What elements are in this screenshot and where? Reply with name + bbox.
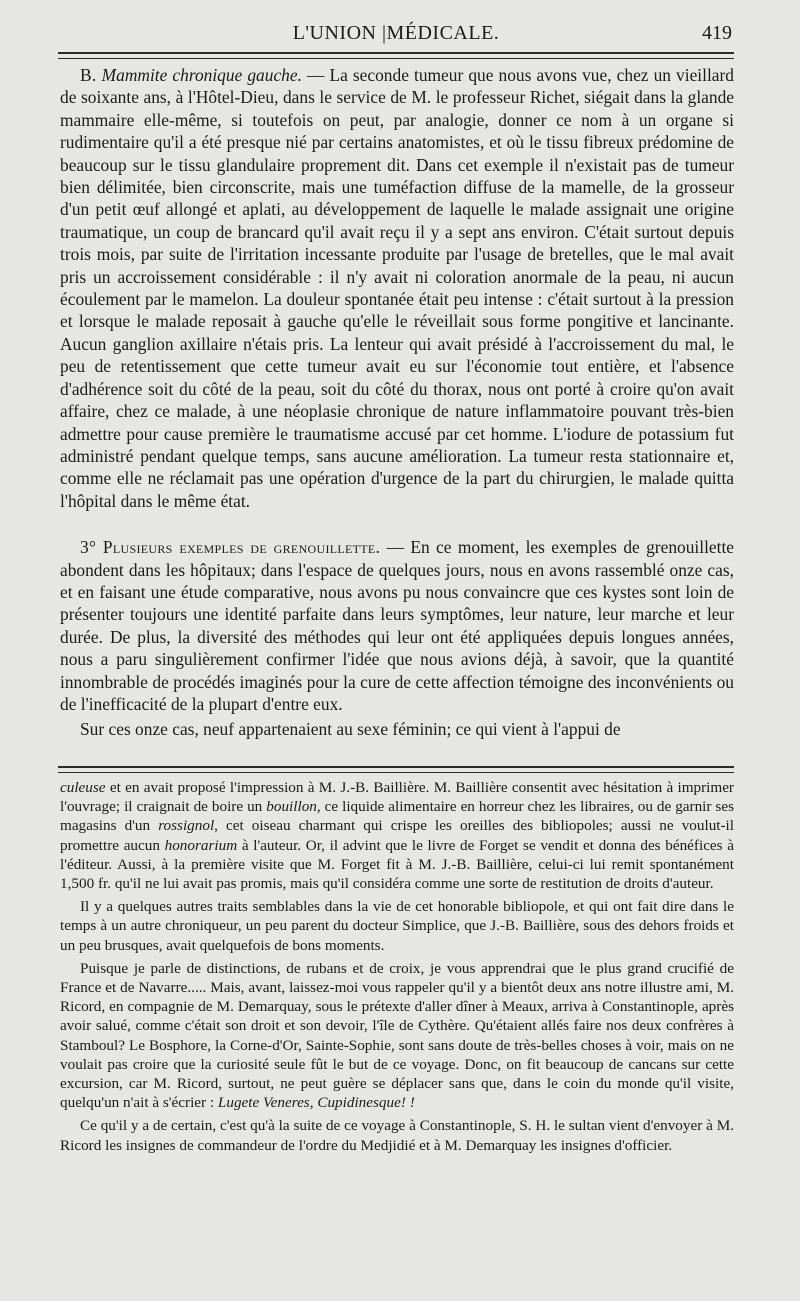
italic-word: honorarium [164, 836, 238, 854]
section-heading: 3° Plusieurs exemples de grenouillette. [80, 537, 381, 558]
feuilleton-paragraph: Il y a quelques autres traits semblables dans la vie de cet honorable bibliopole, et qui ont fait dire dans le temps à un autre chroniqueur, un peu parent du docteur Simplice, que J.-B. Baillière, sous des dehors froids et un peu brusques, avait quelquefois de bons moments. [60, 898, 734, 954]
italic-word: culeuse [60, 779, 106, 796]
main-text-column [60, 64, 734, 741]
journal-title: L'UNION |MÉDICALE. [292, 22, 500, 44]
page-number: 419 [702, 22, 732, 44]
text-run: , cet oiseau charmant qui crispe les oreilles des bibliopoles; aussi ne voulut-il promettre aucun [60, 817, 735, 854]
italic-word: bouillon [266, 798, 317, 816]
section-label: B. [80, 65, 97, 85]
paragraph-onze-cas: Sur ces onze cas, neuf appartenaient au sexe féminin; ce qui vient à l'appui de [80, 719, 621, 740]
header-rule [58, 52, 734, 59]
section-heading: Mammite chronique gauche. [101, 65, 302, 85]
feuilleton-paragraph [60, 959, 734, 1113]
text-run: Puisque je parle de distinctions, de rubans et de croix, je vous apprendrai que le plus grand crucifié de France et de Navarre..... Mais, avant, laissez-moi vous rappeler qu'il y a bientôt deux ans notre illustre ami, M. Ricord, en compagnie de M. Demarquay, sous le prétexte d'aller dîner à Meaux, arriva à Constantinople, après avoir salué, comme c'était son droit et son devoir, l'île de Cythère. Qu'étaient allés faire nos deux confrères à Stamboul? Le Bosphore, la Corne-d'Or, Sainte-Sophie, sont sans doute de très-belles choses à voir, mais on ne voulait pas croire que la curiosité seule fût le but de ce voyage. Donc, on fit beaucoup de cancans sur cette excursion, car M. Ricord, surtout, ne peut guère se déplacer sans que, dans le coin du monde qu'il visite, quelqu'un n'ait à s'écrier : [60, 959, 734, 1112]
paragraph-body: — En ce moment, les exemples de grenouillette abondent dans les hôpitaux; dans l'espace de quelques jours, nous en avons rassemblé onze cas, et en faisant une étude comparative, nous avons pu nous convaincre que ces kystes sont loin de présenter toujours une identité parfaite dans leurs symptômes, leur nature, leur marche et leur durée. De plus, la diversité des méthodes qui leur ont été appliquées depuis longues années, nous a paru singulièrement confirmer l'idée que nous avions déjà, à savoir, que la quantité innombrable de procédés imaginés pour la cure de cette affection témoigne des inconvénients ou de l'inefficacité de la plupart d'entre eux. [60, 537, 734, 714]
text-run: , ce liquide alimentaire en horreur chez les libraires, ou de garnir ses magasins d'un [60, 798, 734, 835]
paragraph-mammite [60, 64, 734, 512]
feuilleton-paragraph [60, 778, 734, 893]
paragraph-body: — La seconde tumeur que nous avons vue, chez un vieillard de soixante ans, à l'Hôtel-Dieu, dans le service de M. le professeur Richet, siégait dans la glande mammaire elle-même, si toutefois on peut, par analogie, donner ce nom à un organe si rudimentaire qu'il a été presque nié par certains anatomistes, et où le tissu fibreux prédomine de beaucoup sur le tissu glandulaire proprement dit. Dans cet exemple il n'existait pas de tumeur bien délimitée, bien circonscrite, mais une tuméfaction diffuse de la mamelle, de la grosseur d'un petit œuf allongé et aplati, au développement de laquelle le malade assignait une origine traumatique, un coup de brancard qu'il avait reçu il y a sept ans environ. C'était surtout depuis trois mois, par suite de l'irritation incessante produite par l'usage de bretelles, que le mal avait pris un accroissement considérable : il n'y avait ni coloration anormale de la peau, ni aucun écoulement par le mamelon. La douleur spontanée était peu intense : c'était surtout à la pression et lorsque le malade reposait à gauche qu'elle le réveillait sous forme pongitive et lancinante. Aucun ganglion axillaire n'étais pris. La lenteur qui avait présidé à l'accroissement du mal, le peu de retentissement que cette tumeur avait eu sur l'économie tout entière, et l'absence d'adhérence soit du côté de la peau, soit du côté du thorax, nous ont porté à croire qu'on avait affaire, chez ce malade, à une néoplasie chronique de nature inflammatoire pouvant très-bien admettre pour cause première le traumatisme accusé par cet homme. L'iodure de potassium fut administré pendant quelque temps, sans aucune amélioration. La tumeur resta stationnaire et, comme elle ne réclamait pas une opération d'urgence de la part du chirurgien, le malade quitta l'hôpital dans le même état. [60, 65, 734, 511]
paragraph-grenouillette [60, 536, 734, 715]
italic-word: rossignol [158, 817, 215, 835]
text-run: à l'auteur. Or, il advint que le livre de Forget se vendit et donna des bénéfices à l'éditeur. Aussi, à la première visite que M. Forget fit à M. J.-B. Baillière, celui-ci lui remit spontanément 1,500 fr. qu'il ne lui avait pas promis, mais qu'il considéra comme une sorte de restitution de droits d'auteur. [60, 836, 734, 893]
footnote-rule [58, 766, 734, 773]
text-run: et en avait proposé l'impression à M. J.-B. Baillière. M. Baillière consentit avec hésitation à imprimer l'ouvrage; il craignait de boire un [60, 779, 734, 816]
feuilleton-paragraph: Ce qu'il y a de certain, c'est qu'à la suite de ce voyage à Constantinople, S. H. le sultan vient d'envoyer à M. Ricord les insignes de commandeur de l'ordre du Medjidié et à M. Demarquay les insignes d'officier. [60, 1117, 734, 1154]
feuilleton-text [60, 778, 734, 1155]
italic-quote: Lugete Veneres, Cupidinesque! ! [217, 1094, 415, 1112]
running-head [60, 20, 732, 50]
